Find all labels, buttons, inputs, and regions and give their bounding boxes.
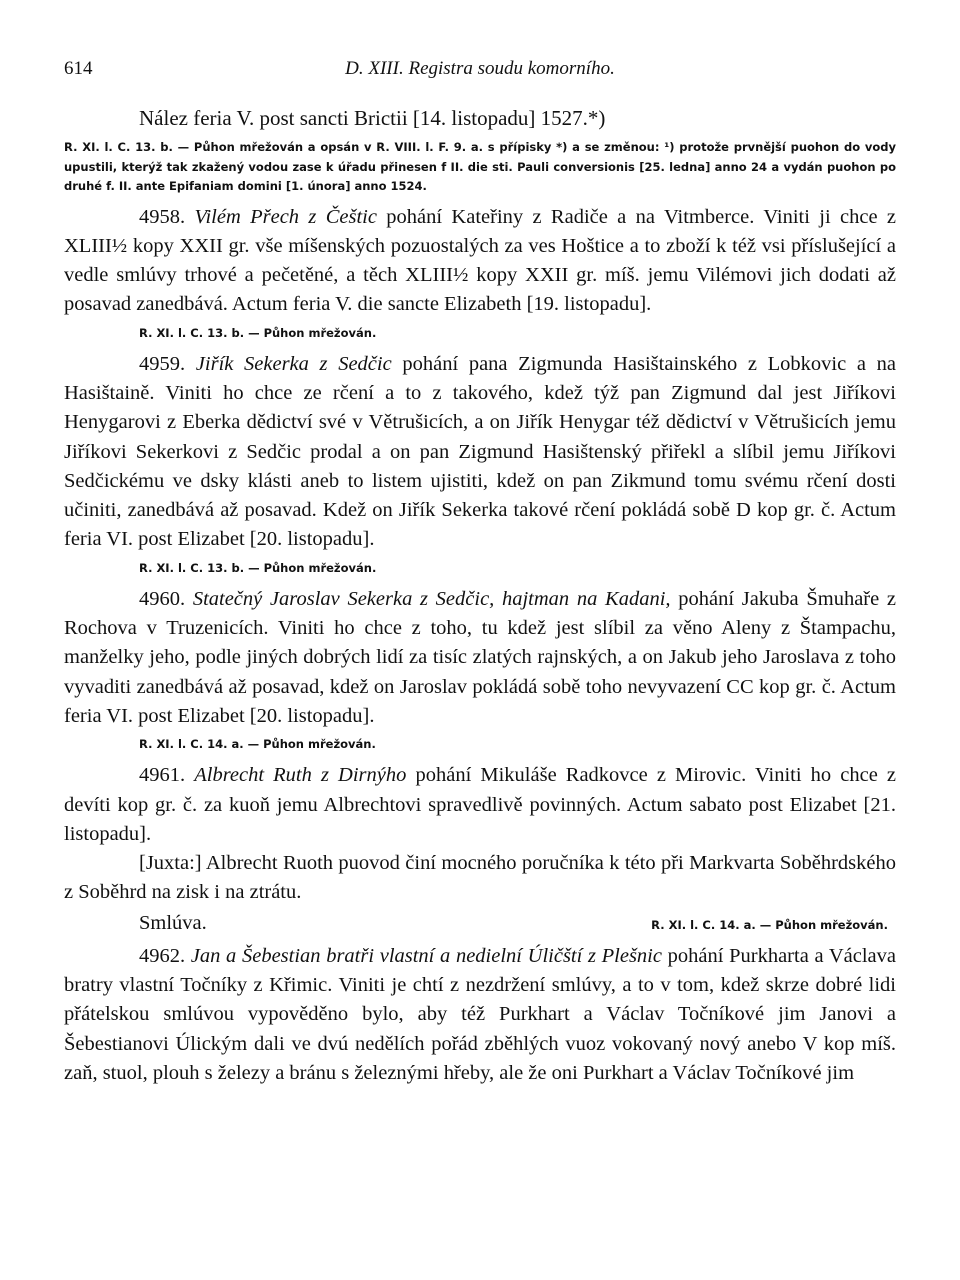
entry-paragraph [64,203,896,320]
entry-number: 4962. [139,944,186,967]
entry-names: Jan a Šebestian bratři vlastní a nedielní Úličští z Plešnic [190,944,662,967]
entry-paragraph [64,350,896,555]
entry-reference: R. XI. l. C. 13. b. — Půhon mřežován. [139,560,377,575]
entry-text: pohání Purkharta a Václava bratry vlastní Točníky z Křimic. Viniti je chtí z nezdržení smlúvy, a to v tom, kdež skrze dobré lidi přátelskou smlúvou vypověděno bylo, aby též Purkhart a Václav Točníkové jim Janovi a Šebestianovi Úlickým dali ve dvú nedělích pořád zběhlých vuoz vokovaný nový anebo V kop míš. zaň, stuol, plouh s železy a bránu s železnými hřeby, ale že oni Purkhart a Václav Točníkové jim [64,944,896,1084]
running-title: D. XIII. Registra soudu komorního. [345,58,615,79]
entry-4959 [64,350,896,580]
entry-text: pohání pana Zigmunda Hasištainského z Lobkovic a na Hasištaině. Viniti ho chce ze rčení a to z takového, kdež týž pan Zigmund dal jest Jiříkovi Henygarovi z Eberka dědictví své v Větrušicích, a on Jiřík Henygar též dědictví v Větrušicích jemu Jiříkovi Sekerkovi z Sedčic prodal a on pan Zigmund Hasištenský přiřekl a slíbil jemu Jiříkovi Sedčickému ve dsky klásti aneb to listem ujistiti, kdež on pan Zikmund tomu svému rčení dosti učiniti, zanedbává až posavad. Kdež on Jiřík Sekerka takové rčení pokládá sobě D kop gr. č. Actum feria VI. post Elizabet [20. listopadu]. [64,352,896,551]
entry-4960 [64,585,896,756]
entry-text: pohání Mikuláše Radkovce z Mirovic. Viniti ho chce z devíti kop gr. č. za kuoň jemu Albrechtovi spravedlivě povinných. Actum sabato post Elizabet [21. listopadu]. [64,764,896,845]
entry-number: 4959. [139,352,186,375]
page-content [64,103,896,1088]
smluva-label: Smlúva. [139,911,207,934]
entry-4962 [64,942,896,1088]
entry-reference: R. XI. l. C. 14. a. — Půhon mřežován. [139,737,376,752]
entry-4958 [64,203,896,345]
entry-text: pohání Jakuba Šmuhaře z Rochova v Truzenicích. Viniti ho chce z toho, tu kdež jest slíbil za věno Aleny z Štampachu, manželky jeho, podle jiných dobrých lidí za tisíc zlatých rajnských, a on Jakub jeho Jaroslava z toho vyvaditi zanedbává až posavad, kdež on Jaroslav pokládá sobě toho nevyvazení CC kop gr. č. Actum feria VI. post Elizabet [20. listopadu]. [64,587,896,727]
entry-number: 4958. [139,205,186,228]
entry-number: 4961. [139,764,186,787]
entry-names: Jiřík Sekerka z Sedčic [195,352,392,375]
entry-paragraph [64,761,896,849]
entry-names: Vilém Přech z Češtic [194,205,377,228]
page-number: 614 [64,58,93,79]
entry-text: pohání Kateřiny z Radiče a na Vitmberce. Viniti ji chce z XLIII½ kopy XXII gr. vše míšenských pozuostalých za ves Hoštice a to zboží k též vsi příslušející a vedle smlúvy trhové a pečetěné, a těch XLIII½ kopy XXII gr. míš. jemu Vilémovi jich dodati až posavad zanedbává. Actum feria V. die sancte Elizabeth [19. listopadu]. [64,205,896,316]
page-header [64,58,896,86]
entry-paragraph [64,942,896,1088]
entry-reference: R. XI. l. C. 13. b. — Půhon mřežován. [139,325,377,340]
entry-paragraph [64,585,896,731]
entry-names: Albrecht Ruth z Dirnýho [194,764,407,787]
nalez-note: R. XI. l. C. 13. b. — Půhon mřežován a opsán v R. VIII. l. F. 9. a. s přípisky *) a se změnou: ¹) protože prvnější puohon do vody upustili, kterýž tak zkažený vodou zase k úřadu přinesen f II. die sti. Pauli conversionis [25. ledna] anno 24 a vydán puohon po druhé f. II. ante Epifaniam domini [1. února] anno 1524. [64,140,896,193]
entry-juxta: [Juxta:] Albrecht Ruoth puovod činí mocného poručníka k této při Markvarta Soběhrdského z Soběhrd na zisk i na ztrátu. [64,852,896,904]
entry-names: Statečný Jaroslav Sekerka z Sedčic, hajtman na Kadani, [192,587,671,610]
nalez-heading: Nález feria V. post sancti Brictii [14. listopadu] 1527.*) [139,106,606,130]
entry-4961 [64,761,896,937]
entry-reference: R. XI. l. C. 14. a. — Půhon mřežován. [651,917,888,932]
smluva-line [64,908,896,938]
entry-number: 4960. [139,587,186,610]
